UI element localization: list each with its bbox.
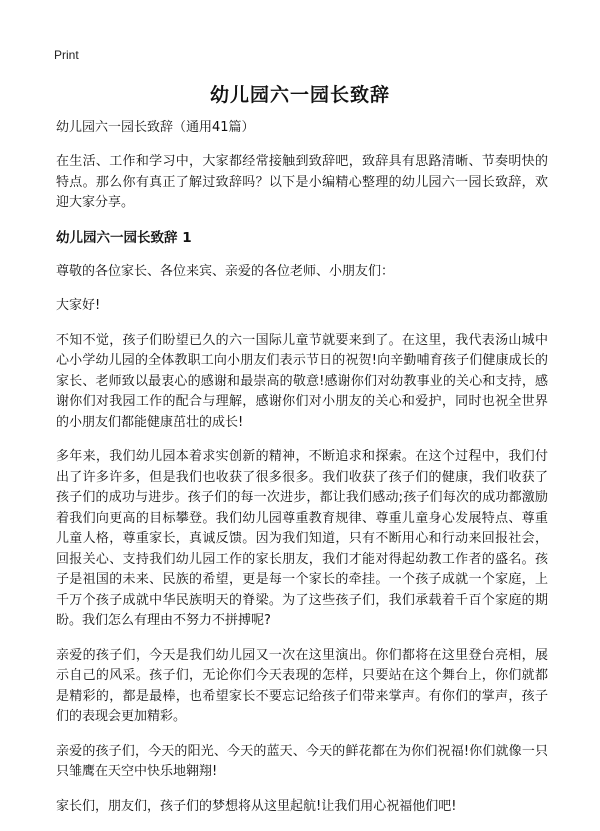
body-paragraph-2: 多年来，我们幼儿园本着求实创新的精神，不断追求和探索。在这个过程中，我们付出了许多许多，但是我们也收获了很多很多。我们收获了孩子们的健康，我们收获了孩子们的成功与进步。孩子们的每一次进步，都让我们感动;孩子们每次的成功都激励着我们向更高的目标攀登。我们幼儿园尊重教育规律、尊重儿童身心发展特点、尊重儿童人格，尊重家长，真诚反馈。因为我们知道，只有不断用心和行动来回报社会，回报关心、支持我们幼儿园工作的家长朋友，我们才能对得起幼教工作者的盛名。孩子是祖国的未来、民族的希望，更是每一个家长的牵挂。一个孩子成就一个家庭，上千万个孩子成就中华民族明天的脊梁。为了这些孩子们，我们承载着千百个家庭的期盼。我们怎么有理由不努力不拼搏呢?	[56, 449, 548, 628]
intro-paragraph: 在生活、工作和学习中，大家都经常接触到致辞吧，致辞具有思路清晰、节奏明快的特点。那么你有真正了解过致辞吗？以下是小编精心整理的幼儿园六一园长致辞，欢迎大家分享。	[56, 154, 548, 210]
body-paragraph-4: 亲爱的孩子们，今天的阳光、今天的蓝天、今天的鲜花都在为你们祝福!你们就像一只只雏鹰在天空中快乐地翱翔!	[56, 743, 548, 779]
body-paragraph-3: 亲爱的孩子们，今天是我们幼儿园又一次在这里演出。你们都将在这里登台亮相，展示自己的风采。孩子们，无论你们今天表现的怎样，只要站在这个舞台上，你们就都是精彩的，都是最棒，也希望家长不要忘记给孩子们带来掌声。有你们的掌声，孩子们的表现会更加精彩。	[56, 647, 548, 724]
salutation-paragraph: 尊敬的各位家长、各位来宾、亲爱的各位老师、小朋友们：	[56, 263, 395, 279]
document-subtitle: 幼儿园六一园长致辞（通用41篇）	[56, 120, 255, 135]
body-paragraph-1: 不知不觉，孩子们盼望已久的六一国际儿童节就要来到了。在这里，我代表汤山城中心小学幼儿园的全体教职工向小朋友们表示节日的祝贺!向辛勤哺育孩子们健康成长的家长、老师致以最衷心的感谢和最崇高的敬意!感谢你们对幼教事业的关心和支持，感谢你们对我园工作的配合与理解，感谢你们对小朋友的关心和爱护，同时也祝全世界的小朋友们都能健康茁壮的成长!	[56, 332, 548, 430]
closing-paragraph: 家长们，朋友们，孩子们的梦想将从这里起航!让我们用心祝福他们吧!	[56, 798, 457, 814]
document-body	[56, 118, 548, 831]
greeting-paragraph: 大家好!	[56, 298, 101, 313]
page-title: 幼儿园六一园长致辞	[209, 84, 390, 106]
print-link[interactable]: Print	[54, 48, 79, 62]
section-heading: 幼儿园六一园长致辞 1	[56, 229, 192, 246]
